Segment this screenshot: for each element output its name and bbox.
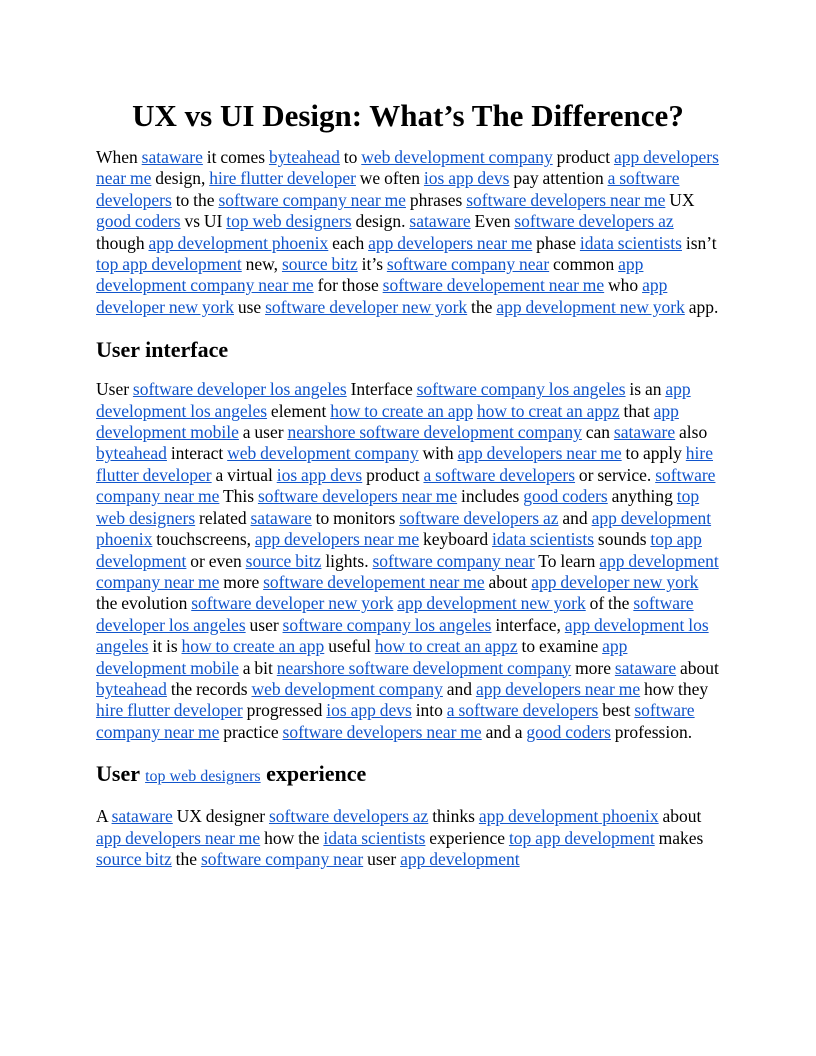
inline-link[interactable]: how to creat an appz [374,636,518,657]
body-text: thinks [428,806,479,827]
body-text: it is [148,636,182,657]
body-text: profession. [610,721,693,742]
body-text: related [195,507,251,528]
body-text: to monitors [311,507,400,528]
inline-link[interactable]: app development new york [496,296,685,317]
body-text: best [598,700,635,721]
inline-link[interactable]: top app development [96,254,242,275]
inline-link[interactable]: nearshore software development company [287,422,582,443]
inline-link[interactable]: software developers near me [282,721,482,742]
inline-link[interactable]: good coders [526,721,611,742]
inline-link[interactable]: nearshore software development company [276,657,572,678]
inline-link[interactable]: sataware [141,147,203,167]
heading-user-experience-link[interactable]: top web designers [145,768,261,786]
body-text: or even [186,550,246,571]
body-text: practice [219,721,283,742]
body-text: is an [625,379,666,400]
inline-link[interactable]: app developers near me [457,443,622,464]
intro-paragraph [96,147,720,318]
heading-user-experience-prefix: User [96,761,140,787]
body-text: who [604,275,643,296]
inline-link[interactable]: software developement near me [382,275,605,296]
heading-user-experience-suffix: experience [266,761,367,787]
body-text: makes [654,827,704,848]
body-text: for those [313,275,383,296]
body-text: more [219,571,264,592]
heading-user-experience [96,760,720,791]
body-text: When [96,147,142,167]
body-text: progressed [242,700,327,721]
document-page [96,0,720,870]
inline-link[interactable]: app developers near me [96,147,719,189]
body-text: includes [457,486,524,507]
inline-link[interactable]: app developers near me [368,232,533,253]
body-text: it’s [357,254,387,275]
inline-link[interactable]: software developers az [268,806,429,827]
inline-link[interactable]: source bitz [245,550,322,571]
body-text: also [675,422,708,443]
inline-link[interactable]: ios app devs [423,168,510,189]
body-text: interact [166,443,228,464]
inline-link[interactable]: app developers near me [96,827,261,848]
inline-link[interactable]: software company los angeles [416,379,626,400]
inline-link[interactable]: app development company near me [96,254,644,296]
body-text: into [411,700,447,721]
body-text: common [549,254,619,275]
body-text: the evolution [96,593,192,614]
body-text: product [552,147,614,167]
inline-link[interactable]: software developers near me [257,486,458,507]
inline-link[interactable]: software developer new york [191,593,394,614]
body-text: of the [585,593,634,614]
inline-link[interactable]: a software developers [446,700,599,721]
body-text: and [442,678,476,699]
inline-link[interactable]: ios app devs [276,464,363,485]
body-text: the records [166,678,252,699]
body-text: each [328,232,369,253]
body-text: with [418,443,458,464]
body-text: or service. [575,464,656,485]
body-text: and a [481,721,527,742]
body-text: vs UI [180,211,227,232]
inline-link[interactable]: software developers az [514,211,674,232]
body-text: how they [640,678,709,699]
inline-link[interactable]: app development company near me [96,550,719,592]
body-text: phase [532,232,580,253]
body-text: lights. [321,550,373,571]
body-text: a bit [238,657,277,678]
inline-link[interactable]: idata scientists [323,827,426,848]
user-experience-paragraph [96,806,720,870]
inline-link[interactable]: web development company [361,147,553,167]
inline-link[interactable]: app development mobile [96,400,679,443]
inline-link[interactable]: software developer new york [265,296,468,317]
inline-link[interactable]: app development phoenix [478,806,659,827]
body-text: experience [425,827,509,848]
document-title: UX vs UI Design: What’s The Difference? [132,98,684,133]
body-text: design. [351,211,410,232]
inline-link[interactable]: app developers near me [475,678,641,699]
body-text: new, [241,254,282,275]
body-text: design, [151,168,210,189]
inline-link[interactable]: ios app devs [326,700,412,721]
body-text: to [339,147,362,167]
inline-link[interactable]: top app development [96,529,702,571]
inline-link[interactable]: software company near me [96,700,695,742]
body-text: user [245,614,283,635]
body-text: interface, [491,614,565,635]
body-text: To learn [534,550,600,571]
body-text: A [96,806,112,827]
inline-link[interactable]: top app development [508,827,655,848]
inline-link[interactable]: app development new york [397,593,586,614]
inline-link[interactable]: sataware [614,657,677,678]
body-text: a virtual [211,464,277,485]
inline-link[interactable]: sataware [409,211,471,232]
body-text: that [619,400,654,421]
body-text: and [558,507,592,528]
body-text: element [267,400,331,421]
body-text: we often [355,168,424,189]
body-text: This [219,486,258,507]
inline-link[interactable]: software developers az [399,507,559,528]
inline-link[interactable]: software company near me [96,464,716,507]
body-text: to apply [621,443,686,464]
body-text: though [96,232,149,253]
body-text: more [571,657,615,678]
body-text: keyboard [419,529,492,550]
inline-link[interactable]: a software developers [96,168,680,210]
inline-link[interactable]: byteahead [96,678,167,699]
body-text: sounds [594,529,651,550]
body-text: about [658,806,702,827]
inline-link[interactable]: software developer los angeles [132,379,347,400]
inline-link[interactable]: app development [400,848,520,869]
body-text: the [171,848,201,869]
body-text: the [467,296,497,317]
inline-link[interactable]: app developer new york [531,571,699,592]
body-text: useful [324,636,375,657]
inline-link[interactable]: source bitz [281,254,358,275]
inline-link[interactable]: software company near [372,550,535,571]
body-text: about [484,571,532,592]
body-text: Interface [346,379,417,400]
inline-link[interactable]: hire flutter developer [96,700,243,721]
inline-link[interactable]: sataware [613,422,676,443]
inline-link[interactable]: software company los angeles [282,614,492,635]
body-text: to examine [517,636,603,657]
inline-link[interactable]: byteahead [268,147,340,167]
body-text: Even [470,211,515,232]
inline-link[interactable]: source bitz [96,848,172,869]
body-text: UX designer [172,806,269,827]
inline-link[interactable]: how to creat an appz [476,400,620,421]
body-text: touchscreens, [152,529,255,550]
inline-link[interactable]: top web designers [96,486,700,528]
inline-link[interactable]: app development los angeles [96,614,709,657]
body-text: it comes [202,147,269,167]
body-text: pay attention [509,168,608,189]
heading-user-interface: User interface [96,337,229,363]
inline-link[interactable]: good coders [523,486,608,507]
inline-link[interactable]: software developers near me [466,189,666,210]
body-text: can [581,422,614,443]
inline-link[interactable]: idata scientists [491,529,595,550]
user-interface-paragraph [96,379,720,743]
inline-link[interactable]: hire flutter developer [96,443,714,485]
body-text: a user [238,422,288,443]
inline-link[interactable]: byteahead [96,443,167,464]
inline-link[interactable]: web development company [227,443,419,464]
body-text: how the [260,827,324,848]
body-text: anything [607,486,677,507]
inline-link[interactable]: app developers near me [254,529,420,550]
inline-link[interactable]: software developement near me [263,571,485,592]
body-text: to the [171,189,219,210]
body-text: user [363,848,401,869]
inline-link[interactable]: hire flutter developer [209,168,356,189]
body-text: UX [665,189,695,210]
body-text: use [233,296,266,317]
inline-link[interactable]: software company near [386,254,550,275]
inline-link[interactable]: software company near me [218,189,406,210]
inline-link[interactable]: app development los angeles [96,379,691,421]
inline-link[interactable]: app development phoenix [148,232,329,253]
inline-link[interactable]: web development company [251,678,443,699]
inline-link[interactable]: how to create an app [181,636,325,657]
inline-link[interactable]: software developer los angeles [96,593,694,635]
inline-link[interactable]: top web designers [226,211,352,232]
inline-link[interactable]: how to create an app [330,400,473,421]
inline-link[interactable]: sataware [250,507,312,528]
inline-link[interactable]: software company near [200,848,364,869]
inline-link[interactable]: app development mobile [96,636,628,678]
body-text: about [676,657,719,678]
inline-link[interactable]: good coders [96,211,181,232]
inline-link[interactable]: idata scientists [579,232,682,253]
inline-link[interactable]: app development phoenix [96,507,712,550]
inline-link[interactable]: a software developers [423,464,576,485]
inline-link[interactable]: sataware [111,806,173,827]
body-text: product [362,464,424,485]
inline-link[interactable]: app developer new york [96,275,668,317]
body-text: isn’t [681,232,717,253]
body-text: User [96,379,133,400]
body-text: phrases [405,189,467,210]
body-text: app. [684,296,719,317]
